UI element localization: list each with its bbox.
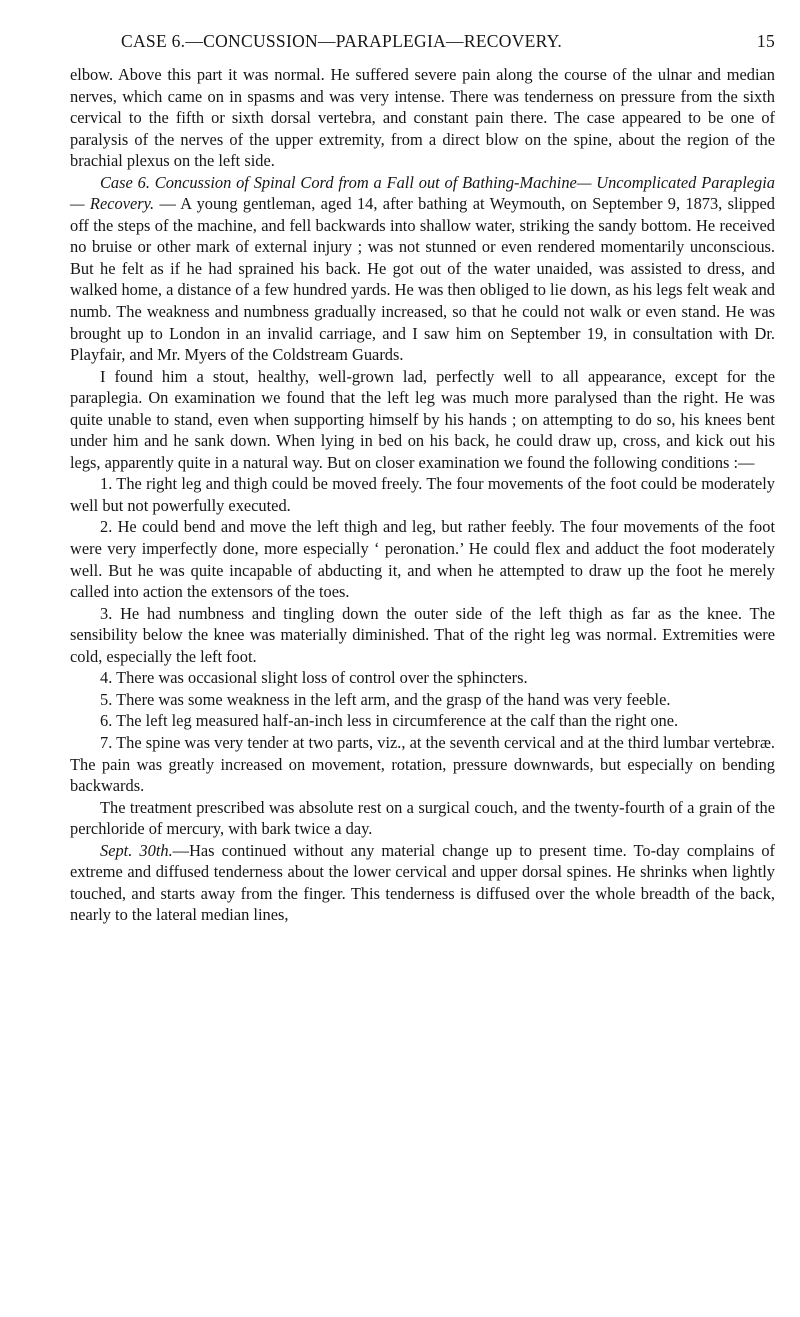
paragraph-elbow: elbow. Above this part it was normal. He suffered severe pain along the course of the ulnar and median nerves, which came on in spasms and was very intense. There was tenderness on pressure from the sixth cervical to the fifth or sixth dorsal vertebra, and constant pain there. The case appeared to be one of paralysis of the nerves of the upper extremity, from a direct blow on the spine, about the region of the brachial plexus on the left side. bbox=[70, 65, 775, 171]
paragraph-examination: I found him a stout, healthy, well-grown lad, perfectly well to all appearance, except for the paraplegia. On examination we found that the left leg was much more paralysed than the right. He was quite unable to stand, even when supporting himself by his hands ; on attempting to do so, his knees bent under him and he sank down. When lying in bed on his back, he could draw up, cross, and kick out his legs, apparently quite in a natural way. But on closer examination we found the following conditions :— bbox=[70, 366, 775, 472]
paragraph-condition-1: 1. The right leg and thigh could be moved freely. The four movements of the foot could be moderately well but not powerfully executed. bbox=[70, 474, 775, 515]
case-narrative: — A young gentleman, aged 14, after bathing at Weymouth, on September 9, 1873, slipped off the steps of the machine, and fell backwards into shallow water, striking the sandy bottom. He received no bruise or other mark of external injury ; was not stunned or even rendered momentarily unconscious. But he felt as if he had sprained his back. He got out of the water unaided, was assisted to dress, and walked home, a distance of a few hundred yards. He was then obliged to lie down, as his legs felt weak and numb. The weakness and numbness gradually increased, so that he could not walk or even stand. He was brought up to London in an invalid carriage, and I saw him on September 19, in consultation with Dr. Playfair, and Mr. Myers of the Coldstream Guards. bbox=[70, 194, 775, 365]
case-title: Concussion of Spinal Cord from a Fall out of Bathing-Machine— Uncomplicated Paraplegia — Recovery. bbox=[70, 172, 775, 214]
paragraph-treatment: The treatment prescribed was absolute rest on a surgical couch, and the twenty-fourth of a grain of the perchloride of mercury, with bark twice a day. bbox=[70, 797, 775, 839]
paragraph-condition-7: 7. The spine was very tender at two parts, viz., at the seventh cervical and at the third lumbar vertebræ. The pain was greatly increased on movement, rotation, pressure downwards, but especially on bending backwards. bbox=[70, 732, 775, 796]
page-number: 15 bbox=[756, 31, 775, 51]
running-head bbox=[70, 31, 775, 55]
case-label: Case 6. bbox=[100, 172, 150, 192]
body-text bbox=[70, 64, 775, 926]
paragraph-condition-2: 2. He could bend and move the left thigh and leg, but rather feebly. The four movements of the foot were very imperfectly done, more especially ‘ peronation.’ He could flex and adduct the foot moderately well. But he was quite incapable of abducting it, and when he attempted to draw up the foot he merely called into action the extensors of the toes. bbox=[70, 517, 775, 602]
paragraph-condition-6: 6. The left leg measured half-an-inch less in circumference at the calf than the right one. bbox=[100, 711, 679, 731]
paragraph-sept-30 bbox=[70, 840, 775, 926]
date-entry: —Has continued without any material change up to present time. To-day complains of extreme and diffused tenderness about the lower cervical and upper dorsal spines. He shrinks when lightly touched, and starts away from the finger. This tenderness is diffused over the whole breadth of the back, nearly to the lateral median lines, bbox=[70, 840, 775, 925]
paragraph-case-6 bbox=[70, 172, 775, 366]
paragraph-condition-3: 3. He had numbness and tingling down the outer side of the left thigh as far as the knee. The sensibility below the knee was materially diminished. That of the right leg was normal. Extremities were cold, especially the left foot. bbox=[70, 603, 775, 666]
running-title: CASE 6.—CONCUSSION—PARAPLEGIA—RECOVERY. bbox=[121, 31, 563, 51]
paragraph-condition-4: 4. There was occasional slight loss of control over the sphincters. bbox=[100, 668, 528, 688]
date-label: Sept. 30th. bbox=[100, 840, 173, 860]
paragraph-condition-5: 5. There was some weakness in the left arm, and the grasp of the hand was very feeble. bbox=[100, 689, 671, 709]
